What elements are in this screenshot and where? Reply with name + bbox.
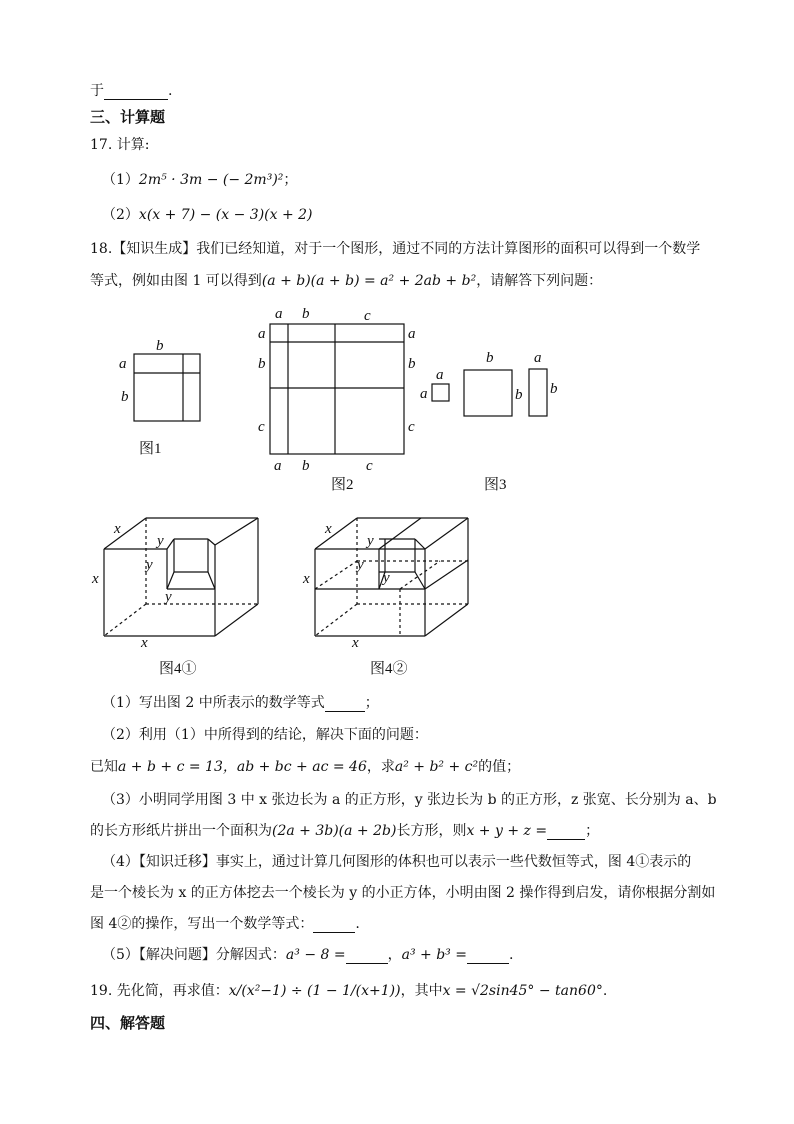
label-a: a [436, 367, 444, 383]
q18-line1: 18.【知识生成】我们已经知道，对于一个图形，通过不同的方法计算图形的面积可以得到一个数学 [90, 241, 701, 257]
label-x: x [352, 635, 359, 651]
fig3-caption: 图3 [484, 477, 507, 493]
fig4-1-caption: 图4① [159, 661, 197, 677]
fig3-large-square [464, 370, 512, 416]
label-a: a [274, 458, 282, 474]
answer-blank [346, 949, 388, 964]
q18-part4-line3 [90, 915, 360, 933]
label-c: c [258, 419, 265, 435]
label-x: x [325, 521, 332, 537]
top-line [90, 82, 172, 100]
expression: a + b + c = 13，ab + bc + ac = 46 [118, 759, 367, 775]
label-y: y [367, 533, 374, 549]
text: 的长方形纸片拼出一个面积为 [90, 823, 272, 839]
label-b: b [258, 356, 266, 372]
answer-blank [547, 825, 585, 840]
section-heading-4: 四、解答题 [90, 1014, 166, 1032]
text: ； [585, 823, 600, 839]
text: 19. 先化简，再求值： [90, 983, 229, 999]
q18-line2 [90, 272, 602, 290]
q18-part3-line1: （3）小明同学用图 3 中 x 张边长为 a 的正方形，y 张边长为 b 的正方形，z 张宽、长分别为 a、b [102, 792, 717, 808]
answer-blank [313, 918, 355, 933]
text: 图 4②的操作，写出一个数学等式： [90, 916, 314, 932]
q18-part4-line1: （4）【知识迁移】事实上，通过计算几何图形的体积也可以表示一些代数恒等式，图 4①表示的 [102, 854, 692, 870]
text: ； [283, 172, 298, 188]
fig2-caption: 图2 [331, 477, 354, 493]
text: 长方形，则 [396, 823, 467, 839]
label-c: c [408, 419, 415, 435]
expression: x + y + z = [466, 823, 548, 839]
text: 已知 [90, 759, 118, 775]
label-b: b [156, 338, 164, 354]
expression: a³ − 8 = [285, 947, 346, 963]
text: . [508, 947, 514, 963]
section-heading-3: 三、计算题 [90, 108, 166, 126]
text: 的值； [478, 759, 521, 775]
label-c: c [364, 308, 371, 324]
fig3-small-square [432, 384, 449, 401]
label-b: b [121, 389, 129, 405]
q17-stem: 17. 计算: [90, 137, 150, 153]
text: ，请解答下列问题： [476, 273, 603, 289]
label-b: b [515, 387, 523, 403]
label-a: a [119, 356, 127, 372]
answer-blank [467, 949, 509, 964]
expression: x/(x²−1) ÷ (1 − 1/(x+1)) [228, 983, 401, 999]
fig2-square [270, 324, 404, 454]
label-b: b [486, 350, 494, 366]
label-c: c [366, 458, 373, 474]
text: 等式，例如由图 1 可以得到 [90, 273, 262, 289]
label-a: a [275, 306, 283, 322]
text: ，其中 [400, 983, 443, 999]
label-a: a [534, 350, 542, 366]
text: ， [387, 947, 402, 963]
label-x: x [114, 521, 121, 537]
label-b: b [408, 356, 416, 372]
label-b: b [550, 381, 558, 397]
q17-part2 [102, 206, 313, 224]
q18-part3-line2 [90, 822, 599, 840]
expression: a³ + b³ = [401, 947, 467, 963]
text: . [355, 916, 360, 932]
q18-part4-line2: 是一个棱长为 x 的正方体挖去一个棱长为 y 的小正方体，小明由图 2 操作得到启发，请你根据分割如 [90, 885, 716, 901]
fig4-2-cube [315, 518, 468, 636]
fig3-rectangle [529, 369, 547, 416]
fig4-2-hidden-edges [315, 518, 468, 636]
q18-part5 [102, 946, 513, 964]
answer-blank [104, 85, 168, 100]
label-a: a [258, 326, 266, 342]
label-a: a [408, 326, 416, 342]
expression: (a + b)(a + b) = a² + 2ab + b² [261, 273, 477, 289]
label-a: a [420, 386, 428, 402]
text: （5）【解决问题】分解因式： [102, 947, 286, 963]
q17-part1 [102, 171, 297, 189]
fig4-2-caption: 图4② [370, 661, 408, 677]
label-y: y [383, 570, 390, 586]
label-y: y [357, 557, 364, 573]
text: ； [364, 695, 379, 711]
text: （1）写出图 2 中所表示的数学等式 [102, 695, 325, 711]
expression: x = √2sin45° − tan60° [442, 983, 603, 999]
fig1-caption: 图1 [139, 441, 162, 457]
answer-blank [325, 697, 365, 712]
fig1-square [134, 354, 200, 421]
q18-part1 [102, 694, 379, 712]
label-b: b [302, 458, 310, 474]
figures-1-3 [0, 300, 794, 500]
expression: 2m⁵ · 3m − (− 2m³)² [138, 172, 284, 188]
label-y: y [165, 589, 172, 605]
expression: (2a + 3b)(a + 2b) [272, 823, 397, 839]
fig4-1-cube [104, 518, 258, 636]
figure-4 [0, 505, 794, 680]
text: ，求 [366, 759, 395, 775]
label: （1） [102, 172, 139, 188]
expression: x(x + 7) − (x − 3)(x + 2) [138, 207, 313, 223]
label-x: x [303, 571, 310, 587]
fig4-1-hidden-edges [104, 518, 258, 636]
expression: a² + b² + c² [394, 759, 479, 775]
text: 于 [90, 83, 104, 99]
text: . [602, 983, 608, 999]
label-y: y [157, 533, 164, 549]
q18-part2: （2）利用（1）中所得到的结论，解决下面的问题： [102, 727, 428, 743]
q18-part2-known [90, 758, 520, 776]
q19 [90, 982, 607, 1000]
label-b: b [302, 306, 310, 322]
text: . [168, 83, 173, 99]
label-x: x [92, 571, 99, 587]
label: （2） [102, 207, 139, 223]
label-x: x [141, 635, 148, 651]
label-y: y [146, 557, 153, 573]
